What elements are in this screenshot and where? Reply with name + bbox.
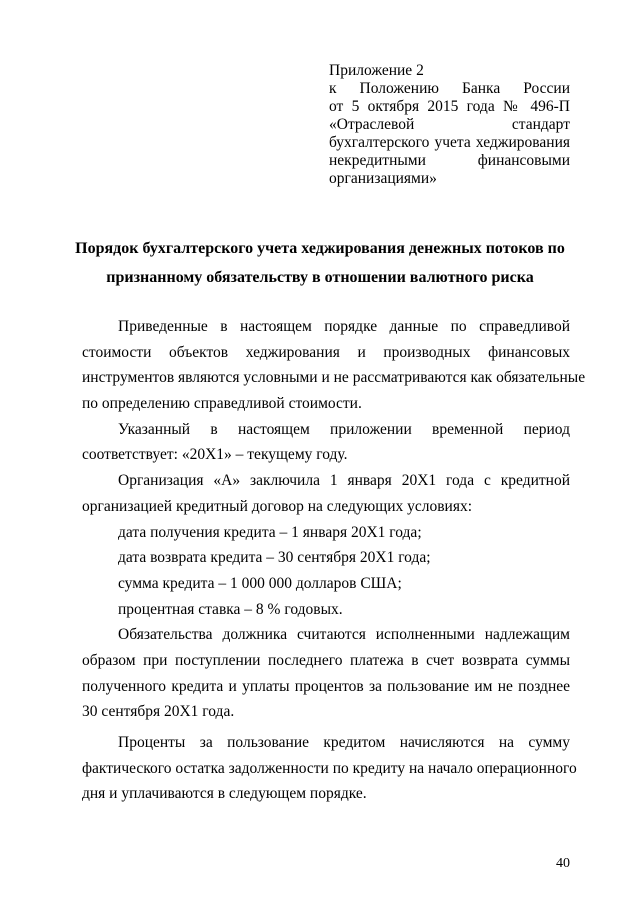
appendix-line: некредитными финансовыми [329,152,570,169]
paragraph [82,597,570,623]
appendix-line: бухгалтерского учета хеджирования [329,134,570,151]
paragraph [82,622,570,725]
paragraph [82,520,570,546]
text-line: стоимости объектов хеджирования и производных финансовых [82,343,570,361]
document-body [82,314,586,807]
text-line: 30 сентября 20Х1 года. [82,703,235,721]
text-line: Организация «А» заключила 1 января 20Х1 года с кредитной [118,472,570,490]
appendix-reference [329,62,570,188]
text-line: сумма кредита – 1 000 000 долларов США; [118,574,402,592]
text-line: соответствует: «20Х1» – текущему году. [82,446,348,464]
text-line: Указанный в настоящем приложении временной период [118,420,570,438]
text-line: организацией кредитный договор на следующих условиях: [82,497,473,515]
text-line: фактического остатка задолженности по кредиту на начало операционного [82,759,577,777]
text-line: дата получения кредита – 1 января 20Х1 года; [118,523,422,541]
appendix-line: к Положению Банка России [329,80,570,97]
text-line: дня и уплачиваются в следующем порядке. [82,785,367,803]
text-line: полученного кредита и уплаты процентов за пользование им не позднее [82,677,570,695]
title-line: признанному обязательству в отношении валютного риска [106,269,534,286]
text-line: инструментов являются условными и не рассматриваются как обязательные [82,369,586,387]
text-line: по определению справедливой стоимости. [82,395,362,413]
paragraph [82,571,570,597]
paragraph [82,417,570,468]
text-line: процентная ставка – 8 % годовых. [118,600,343,618]
text-line: образом при поступлении последнего платежа в счет возврата суммы [82,651,570,669]
page-number: 40 [556,856,570,871]
appendix-line: «Отраслевой стандарт [329,116,570,133]
text-line: дата возврата кредита – 30 сентября 20Х1 года; [118,549,431,567]
paragraph [82,314,586,417]
paragraph [82,468,570,519]
appendix-line: организациями» [329,170,437,187]
title-line: Порядок бухгалтерского учета хеджирования денежных потоков по [75,240,565,257]
text-line: Приведенные в настоящем порядке данные по справедливой [118,318,570,335]
appendix-line: от 5 октября 2015 года № 496-П [329,98,570,115]
paragraph [82,545,570,571]
paragraph [82,730,577,807]
document-title [60,234,580,292]
appendix-line: Приложение 2 [329,62,424,79]
text-line: Проценты за пользование кредитом начисляются на сумму [118,734,570,751]
text-line: Обязательства должника считаются исполненными надлежащим [118,626,570,644]
